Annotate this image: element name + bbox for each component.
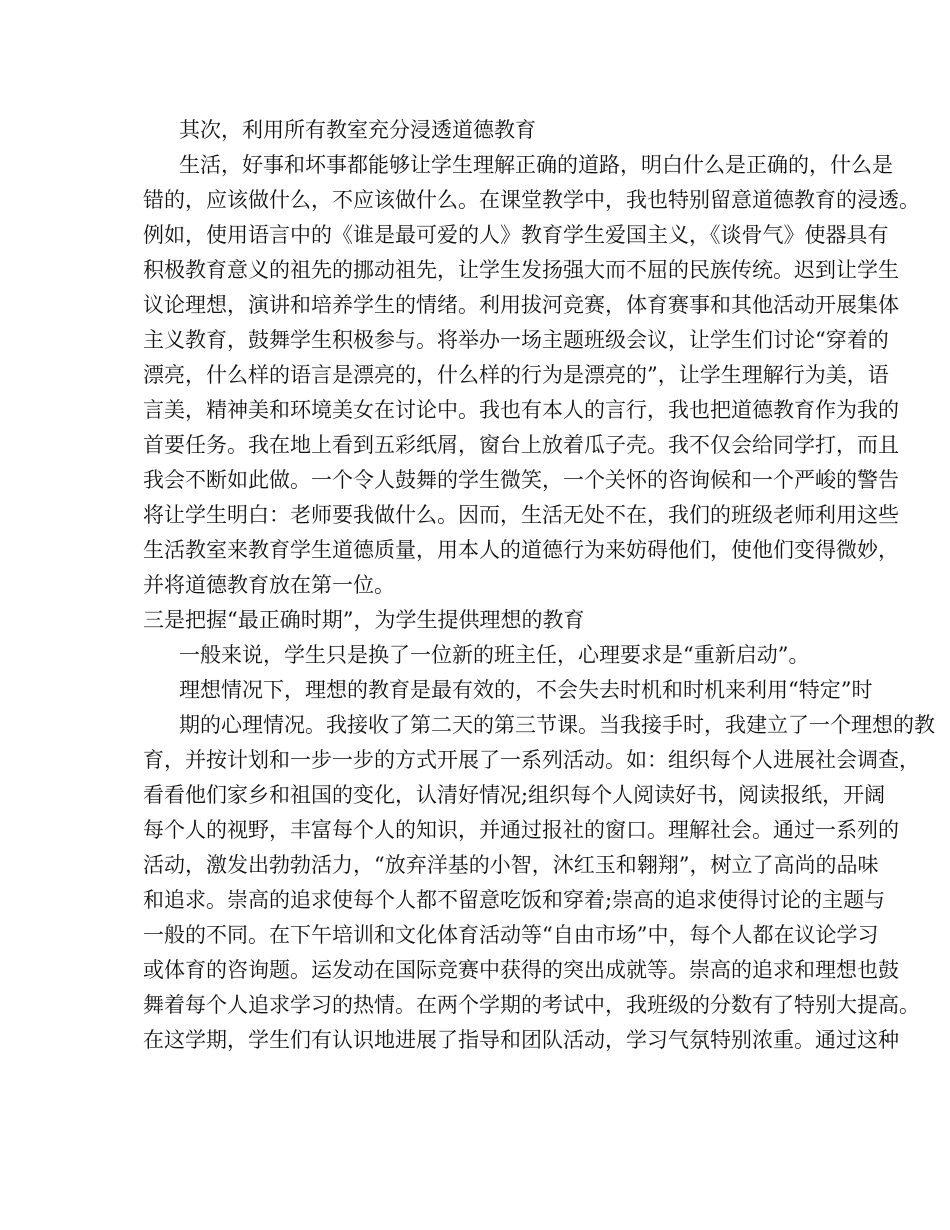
paragraph-line: 或体育的咨询题。运发动在国际竞赛中获得的突出成就等。崇高的追求和理想也鼓 — [143, 958, 899, 982]
paragraph-line: 一般的不同。在下午培训和文化体育活动等“自由市场”中，每个人都在议论学习 — [143, 923, 879, 947]
paragraph-line: 议论理想，演讲和培养学生的情绪。利用拔河竞赛，体育赛事和其他活动开展集体 — [143, 293, 899, 317]
paragraph-line: 舞着每个人追求学习的热情。在两个学期的考试中，我班级的分数有了特别大提高。 — [143, 993, 920, 1017]
paragraph-line: 错的，应该做什么，不应该做什么。在课堂教学中，我也特别留意道德教育的浸透。 — [143, 188, 920, 212]
paragraph-line: 生活教室来教育学生道德质量，用本人的道德行为来妨碍他们，使他们变得微妙， — [143, 538, 899, 562]
paragraph-line: 期的心理情况。我接收了第二天的第三节课。当我接手时，我建立了一个理想的教 — [179, 713, 935, 737]
section-heading: 其次，利用所有教室充分浸透道德教育 — [179, 118, 536, 142]
paragraph-line: 主义教育，鼓舞学生积极参与。将举办一场主题班级会议，让学生们讨论“穿着的 — [143, 328, 889, 352]
paragraph-line: 首要任务。我在地上看到五彩纸屑，窗台上放着瓜子壳。我不仅会给同学打，而且 — [143, 433, 899, 457]
paragraph-line: 活动，激发出勃勃活力，“放弃洋基的小智，沐红玉和翱翔”，树立了高尚的品味 — [143, 853, 879, 877]
paragraph-line: 漂亮，什么样的语言是漂亮的，什么样的行为是漂亮的”，让学生理解行为美，语 — [143, 363, 889, 387]
paragraph-line: 生活，好事和坏事都能够让学生理解正确的道路，明白什么是正确的，什么是 — [179, 153, 893, 177]
paragraph-line: 和追求。崇高的追求使每个人都不留意吃饭和穿着;崇高的追求使得讨论的主题与 — [143, 888, 886, 912]
paragraph-line — [143, 1058, 823, 1093]
paragraph-line: 每个人的视野，丰富每个人的知识，并通过报社的窗口。理解社会。通过一系列的 — [143, 818, 899, 842]
paragraph-line: 积极教育意义的祖先的挪动祖先，让学生发扬强大而不屈的民族传统。迟到让学生 — [143, 258, 899, 282]
paragraph-line: 三是把握“最正确时期”，为学生提供理想的教育 — [143, 608, 585, 632]
paragraph-line: 看看他们家乡和祖国的变化，认清好情况;组织每个人阅读好书，阅读报纸，开阔 — [143, 783, 886, 807]
paragraph-line: 例如，使用语言中的《谁是最可爱的人》教育学生爱国主义，《谈骨气》使器具有 — [143, 223, 889, 247]
document-page — [143, 113, 935, 1093]
paragraph-line: 在这学期，学生们有认识地进展了指导和团队活动，学习气氛特别浓重。通过这种 — [143, 1028, 899, 1052]
paragraph-line: 我会不断如此做。一个令人鼓舞的学生微笑，一个关怀的咨询候和一个严峻的警告 — [143, 468, 899, 492]
paragraph-line: 育，并按计划和一步一步的方式开展了一系列活动。如：组织每个人进展社会调查， — [143, 748, 920, 772]
section-heading: 一般来说，学生只是换了一位新的班主任，心理要求是“重新启动”。 — [179, 643, 810, 667]
paragraph-line: 言美，精神美和环境美女在讨论中。我也有本人的言行，我也把道德教育作为我的 — [143, 398, 899, 422]
paragraph-line: 理想情况下，理想的教育是最有效的，不会失去时机和时机来利用“特定”时 — [179, 678, 873, 702]
paragraph-line: 将让学生明白：老师要我做什么。因而，生活无处不在，我们的班级老师利用这些 — [143, 503, 899, 527]
paragraph-line: 并将道德教育放在第一位。 — [143, 573, 395, 597]
